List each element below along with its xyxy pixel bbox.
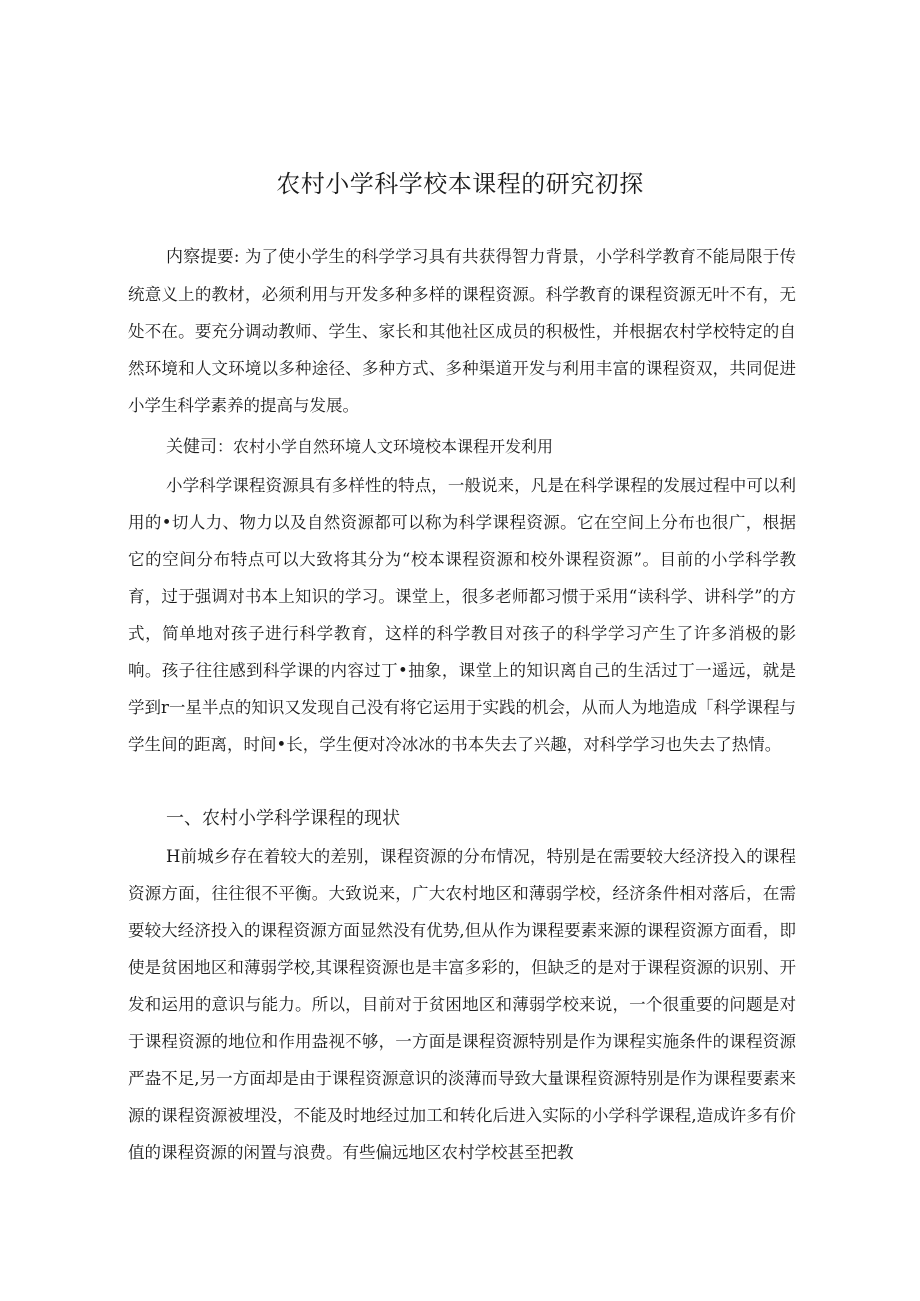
- abstract-paragraph: [128, 238, 796, 424]
- section-paragraph: H前城乡存在着较大的差别，课程资源的分布情况，特别是在需要较大经济投入的课程资源方面，往往很不平衡。大致说来，广大农村地区和薄弱学校，经济条件相对落后，在需要较大经济投入的课程资源方面显然没有优势,但从作为课程要素来源的课程资源方面看，即使是贫困地区和薄弱学校,其课程资源也是丰富多彩的，但缺乏的是对于课程资源的识别、开发和运用的意识与能力。所以，目前对于贫困地区和薄弱学校来说，一个很重要的问题是对于课程资源的地位和作用盎视不够，一方面是课程资源特别是作为课程实施条件的课程资源严盎不足,另一方面却是由于课程资源意识的淡薄而导致大量课程资源特别是作为课程要素来源的课程资源被埋没，不能及时地经过加工和转化后进入实际的小学科学课程,造成许多有价值的课程资源的闲置与浪费。有些偏远地区农村学校甚至把教: [128, 847, 796, 1162]
- keywords-text: ：农村小学自然环境人文环境校本课程开发利用: [217, 437, 554, 456]
- abstract-text: : 为了使小学生的科学学习具有共获得智力背景，小学科学教育不能局限于传统意义上的教材，必须利用与开发多种多样的课程资源。科学教育的课程资源无叶不有，无处不在。要充分调动教师、学生、家长和其他社区成员的积极性，并根据农村学校特定的自然环境和人文环境以多种途径、多种方式、多种渠道开发与利用丰富的课程资双，共同促进小学生科学素养的提高与发展。: [128, 247, 797, 415]
- abstract-label-suffix: 提要: [200, 247, 234, 266]
- keywords-paragraph: [128, 428, 796, 466]
- section-heading: 一、农村小学科学课程的现状: [166, 808, 400, 829]
- abstract-label: 内察: [166, 247, 201, 267]
- document-title: 农村小学科学校本课程的研究初探: [276, 170, 644, 198]
- keywords-label: 关健司: [166, 437, 217, 457]
- intro-paragraph: 小学科学课程资源具有多样性的特点，一般说来，凡是在科学课程的发展过程中可以利用的•切人力、物力以及自然资源都可以称为科学课程资源。它在空间上分布也很广，根据它的空间分布特点可以大致将其分为“校本课程资源和校外课程资源”。目前的小学科学教育，过于强调对书本上知识的学习。课堂上，很多老师都习惯于采用“读科学、讲科学”的方式，简单地对孩子进行科学教育，这样的科学教目对孩子的科学学习产生了许多消极的影响。孩子往往感到科学课的内容过丁•抽象，课堂上的知识离自己的生活过丁一遥远，就是学到r一星半点的知识又发现自己没有将它运用于实践的机会，从而人为地造成「科学课程与学生间的距离，时间•长，学生便对冷冰冰的书本失去了兴趣，对科学学习也失去了热情。: [128, 476, 796, 754]
